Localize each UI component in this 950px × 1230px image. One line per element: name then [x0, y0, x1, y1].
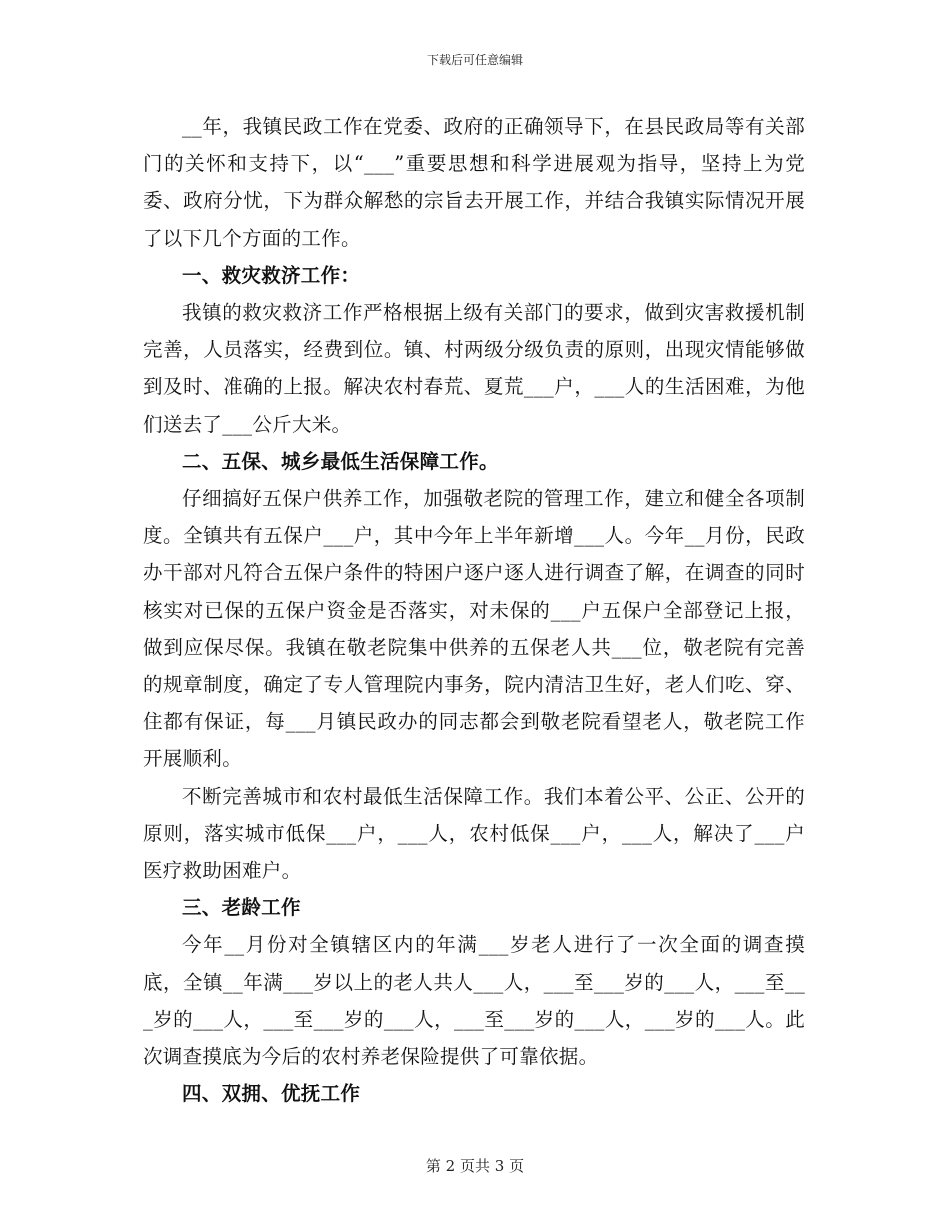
section-heading-military-support: 四、双拥、优抚工作	[182, 1082, 361, 1106]
section-heading-five-guarantees: 二、五保、城乡最低生活保障工作。	[182, 449, 499, 473]
section-heading-elderly: 三、老龄工作	[182, 896, 301, 920]
minimum-living-paragraph: 不断完善城市和农村最低生活保障工作。我们本着公平、公正、公开的原则，落实城市低保___户，___人，农村低保___户，___人，解决了___户医疗救助困难户。	[143, 784, 805, 883]
five-guarantees-paragraph: 仔细搞好五保户供养工作，加强敬老院的管理工作，建立和健全各项制度。全镇共有五保户___户，其中今年上半年新增___人。今年__月份，民政办干部对凡符合五保户条件的特困户逐户逐人进行调查了解，在调查的同时核实对已保的五保户资金是否落实，对未保的___户五保户全部登记上报，做到应保尽保。我镇在敬老院集中供养的五保老人共___位，敬老院有完善的规章制度，确定了专人管理院内事务，院内清洁卫生好，老人们吃、穿、住都有保证，每___月镇民政办的同志都会到敬老院看望老人，敬老院工作开展顺利。	[143, 487, 805, 771]
page-header: 下载后可任意编辑	[426, 53, 523, 67]
page-footer: 第 2 页共 3 页	[425, 1157, 525, 1175]
elderly-paragraph: 今年__月份对全镇辖区内的年满___岁老人进行了一次全面的调查摸底，全镇__年满___岁以上的老人共人___人，___至___岁的___人，___至___岁的___人，___至___岁的___人，___至___岁的___人，___岁的___人。此次调查摸底为今后的农村养老保险提供了可靠依据。	[143, 933, 805, 1069]
section-heading-relief: 一、救灾救济工作：	[182, 263, 361, 287]
document-body	[143, 108, 805, 1112]
relief-paragraph: 我镇的救灾救济工作严格根据上级有关部门的要求，做到灾害救援机制完善，人员落实，经费到位。镇、村两级分级负责的原则，出现灾情能够做到及时、准确的上报。解决农村春荒、夏荒___户，___人的生活困难，为他们送去了___公斤大米。	[143, 301, 805, 436]
intro-paragraph: __年，我镇民政工作在党委、政府的正确领导下，在县民政局等有关部门的关怀和支持下，以“___”重要思想和科学进展观为指导，坚持上为党委、政府分忧，下为群众解愁的宗旨去开展工作，并结合我镇实际情况开展了以下几个方面的工作。	[143, 115, 805, 250]
